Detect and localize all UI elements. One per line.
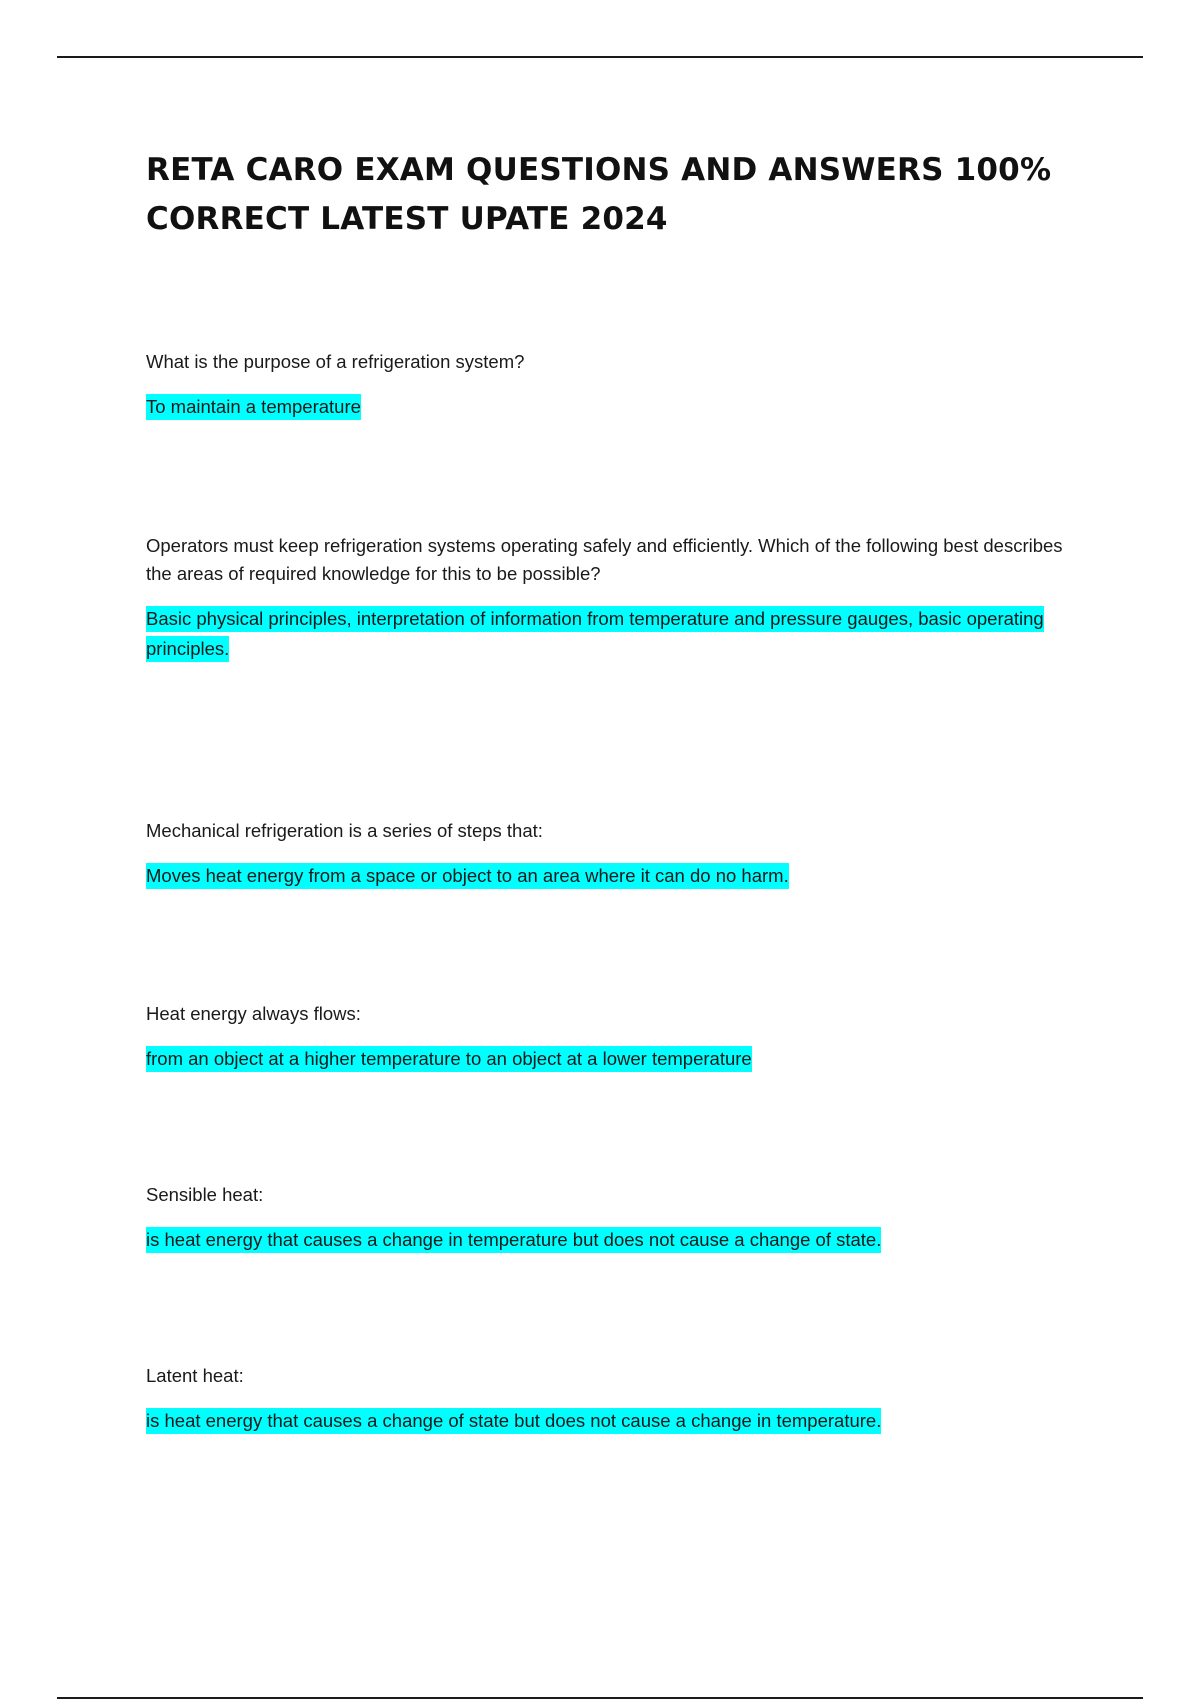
question-text: Operators must keep refrigeration systems operating safely and efficiently. Which of the following best describes the areas of required knowledge for this to be possible? (146, 535, 1063, 584)
qa-item-3 (146, 817, 1076, 891)
question-text: Latent heat: (146, 1365, 244, 1386)
answer-highlight: is heat energy that causes a change of state but does not cause a change in temperature. (146, 1408, 881, 1434)
document-title: RETA CARO EXAM QUESTIONS AND ANSWERS 100% CORRECT LATEST UPATE 2024 (146, 152, 1052, 237)
answer-highlight: To maintain a temperature (146, 394, 361, 420)
answer-highlight: from an object at a higher temperature to an object at a lower temperature (146, 1046, 752, 1072)
qa-item-1 (146, 348, 1076, 422)
answer-text (146, 1406, 1076, 1436)
answer-text (146, 392, 1076, 422)
answer-highlight: Basic physical principles, interpretation of information from temperature and pressure gauges, basic operating principles. (146, 606, 1044, 662)
answer-highlight: is heat energy that causes a change in temperature but does not cause a change of state. (146, 1227, 881, 1253)
question-text: What is the purpose of a refrigeration system? (146, 351, 525, 372)
qa-item-4 (146, 1000, 1076, 1074)
answer-text (146, 1225, 1076, 1255)
answer-text (146, 861, 1076, 891)
qa-item-2 (146, 532, 1076, 664)
question-text: Heat energy always flows: (146, 1003, 361, 1024)
footer-rule (57, 1697, 1143, 1699)
header-rule (57, 56, 1143, 58)
qa-item-5 (146, 1181, 1076, 1255)
question-text: Sensible heat: (146, 1184, 264, 1205)
answer-text (146, 604, 1076, 664)
question-text: Mechanical refrigeration is a series of steps that: (146, 820, 543, 841)
answer-highlight: Moves heat energy from a space or object to an area where it can do no harm. (146, 863, 789, 889)
answer-text (146, 1044, 1076, 1074)
qa-item-6 (146, 1362, 1076, 1436)
